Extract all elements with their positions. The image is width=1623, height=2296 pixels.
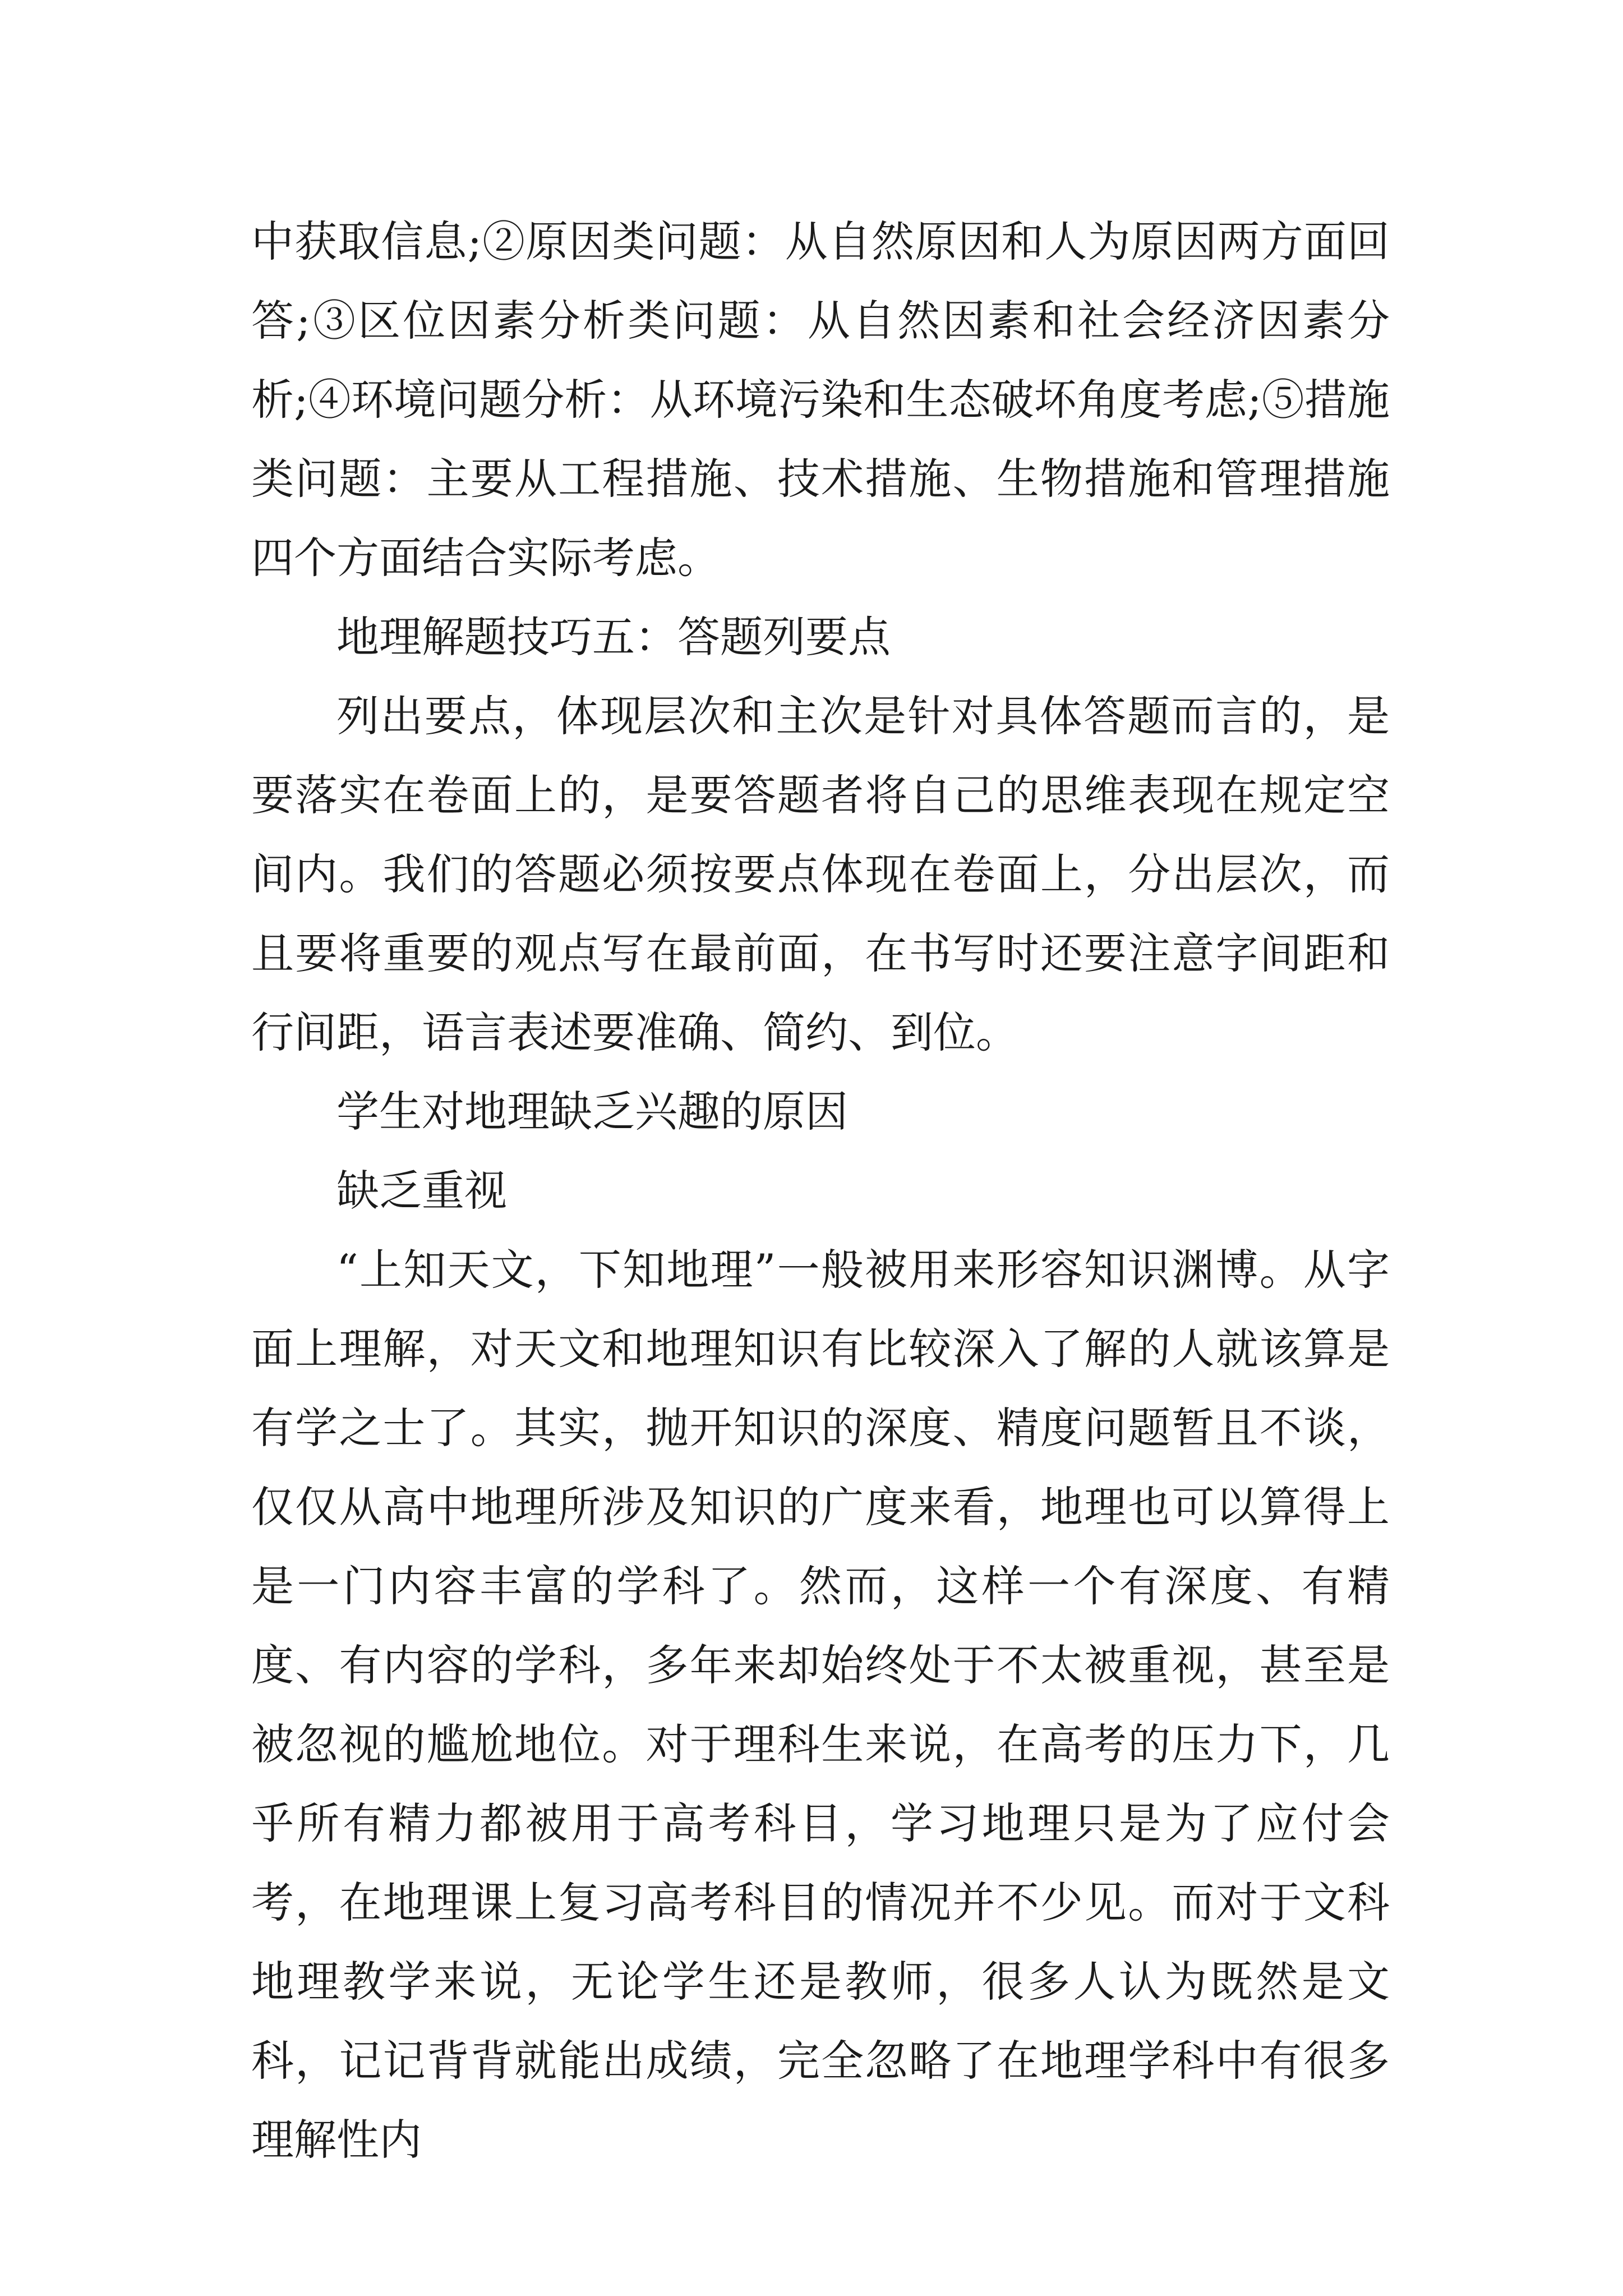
body-text [251,202,1390,2179]
section-heading-lack-of-interest: 学生对地理缺乏兴趣的原因 [336,1087,848,1137]
section-heading-tip-five: 地理解题技巧五：答题列要点 [336,612,891,662]
paragraph-continuation: 中获取信息;②原因类问题：从自然原因和人为原因两方面回答;③区位因素分析类问题：从自然因素和社会经济因素分析;④环境问题分析：从环境污染和生态破坏角度考虑;⑤措施类问题：主要从工程措施、技术措施、生物措施和管理措施四个方面结合实际考虑。 [251,217,1390,583]
paragraph-lack-of-attention: “上知天文，下知地理”一般被用来形容知识渊博。从字面上理解，对天文和地理知识有比较深入了解的人就该算是有学之士了。其实，抛开知识的深度、精度问题暂且不谈，仅仅从高中地理所涉及知识的广度来看，地理也可以算得上是一门内容丰富的学科了。然而，这样一个有深度、有精度、有内容的学科，多年来却始终处于不太被重视，甚至是被忽视的尴尬地位。对于理科生来说，在高考的压力下，几乎所有精力都被用于高考科目，学习地理只是为了应付会考，在地理课上复习高考科目的情况并不少见。而对于文科地理教学来说，无论学生还是教师，很多人认为既然是文科，记记背背就能出成绩，完全忽略了在地理学科中有很多理解性内 [251,1245,1390,2165]
subheading-lack-of-attention: 缺乏重视 [336,1166,507,1216]
paragraph-key-points: 列出要点，体现层次和主次是针对具体答题而言的，是要落实在卷面上的，是要答题者将自己的思维表现在规定空间内。我们的答题必须按要点体现在卷面上，分出层次，而且要将重要的观点写在最前面，在书写时还要注意字间距和行间距，语言表述要准确、简约、到位。 [251,691,1390,1057]
